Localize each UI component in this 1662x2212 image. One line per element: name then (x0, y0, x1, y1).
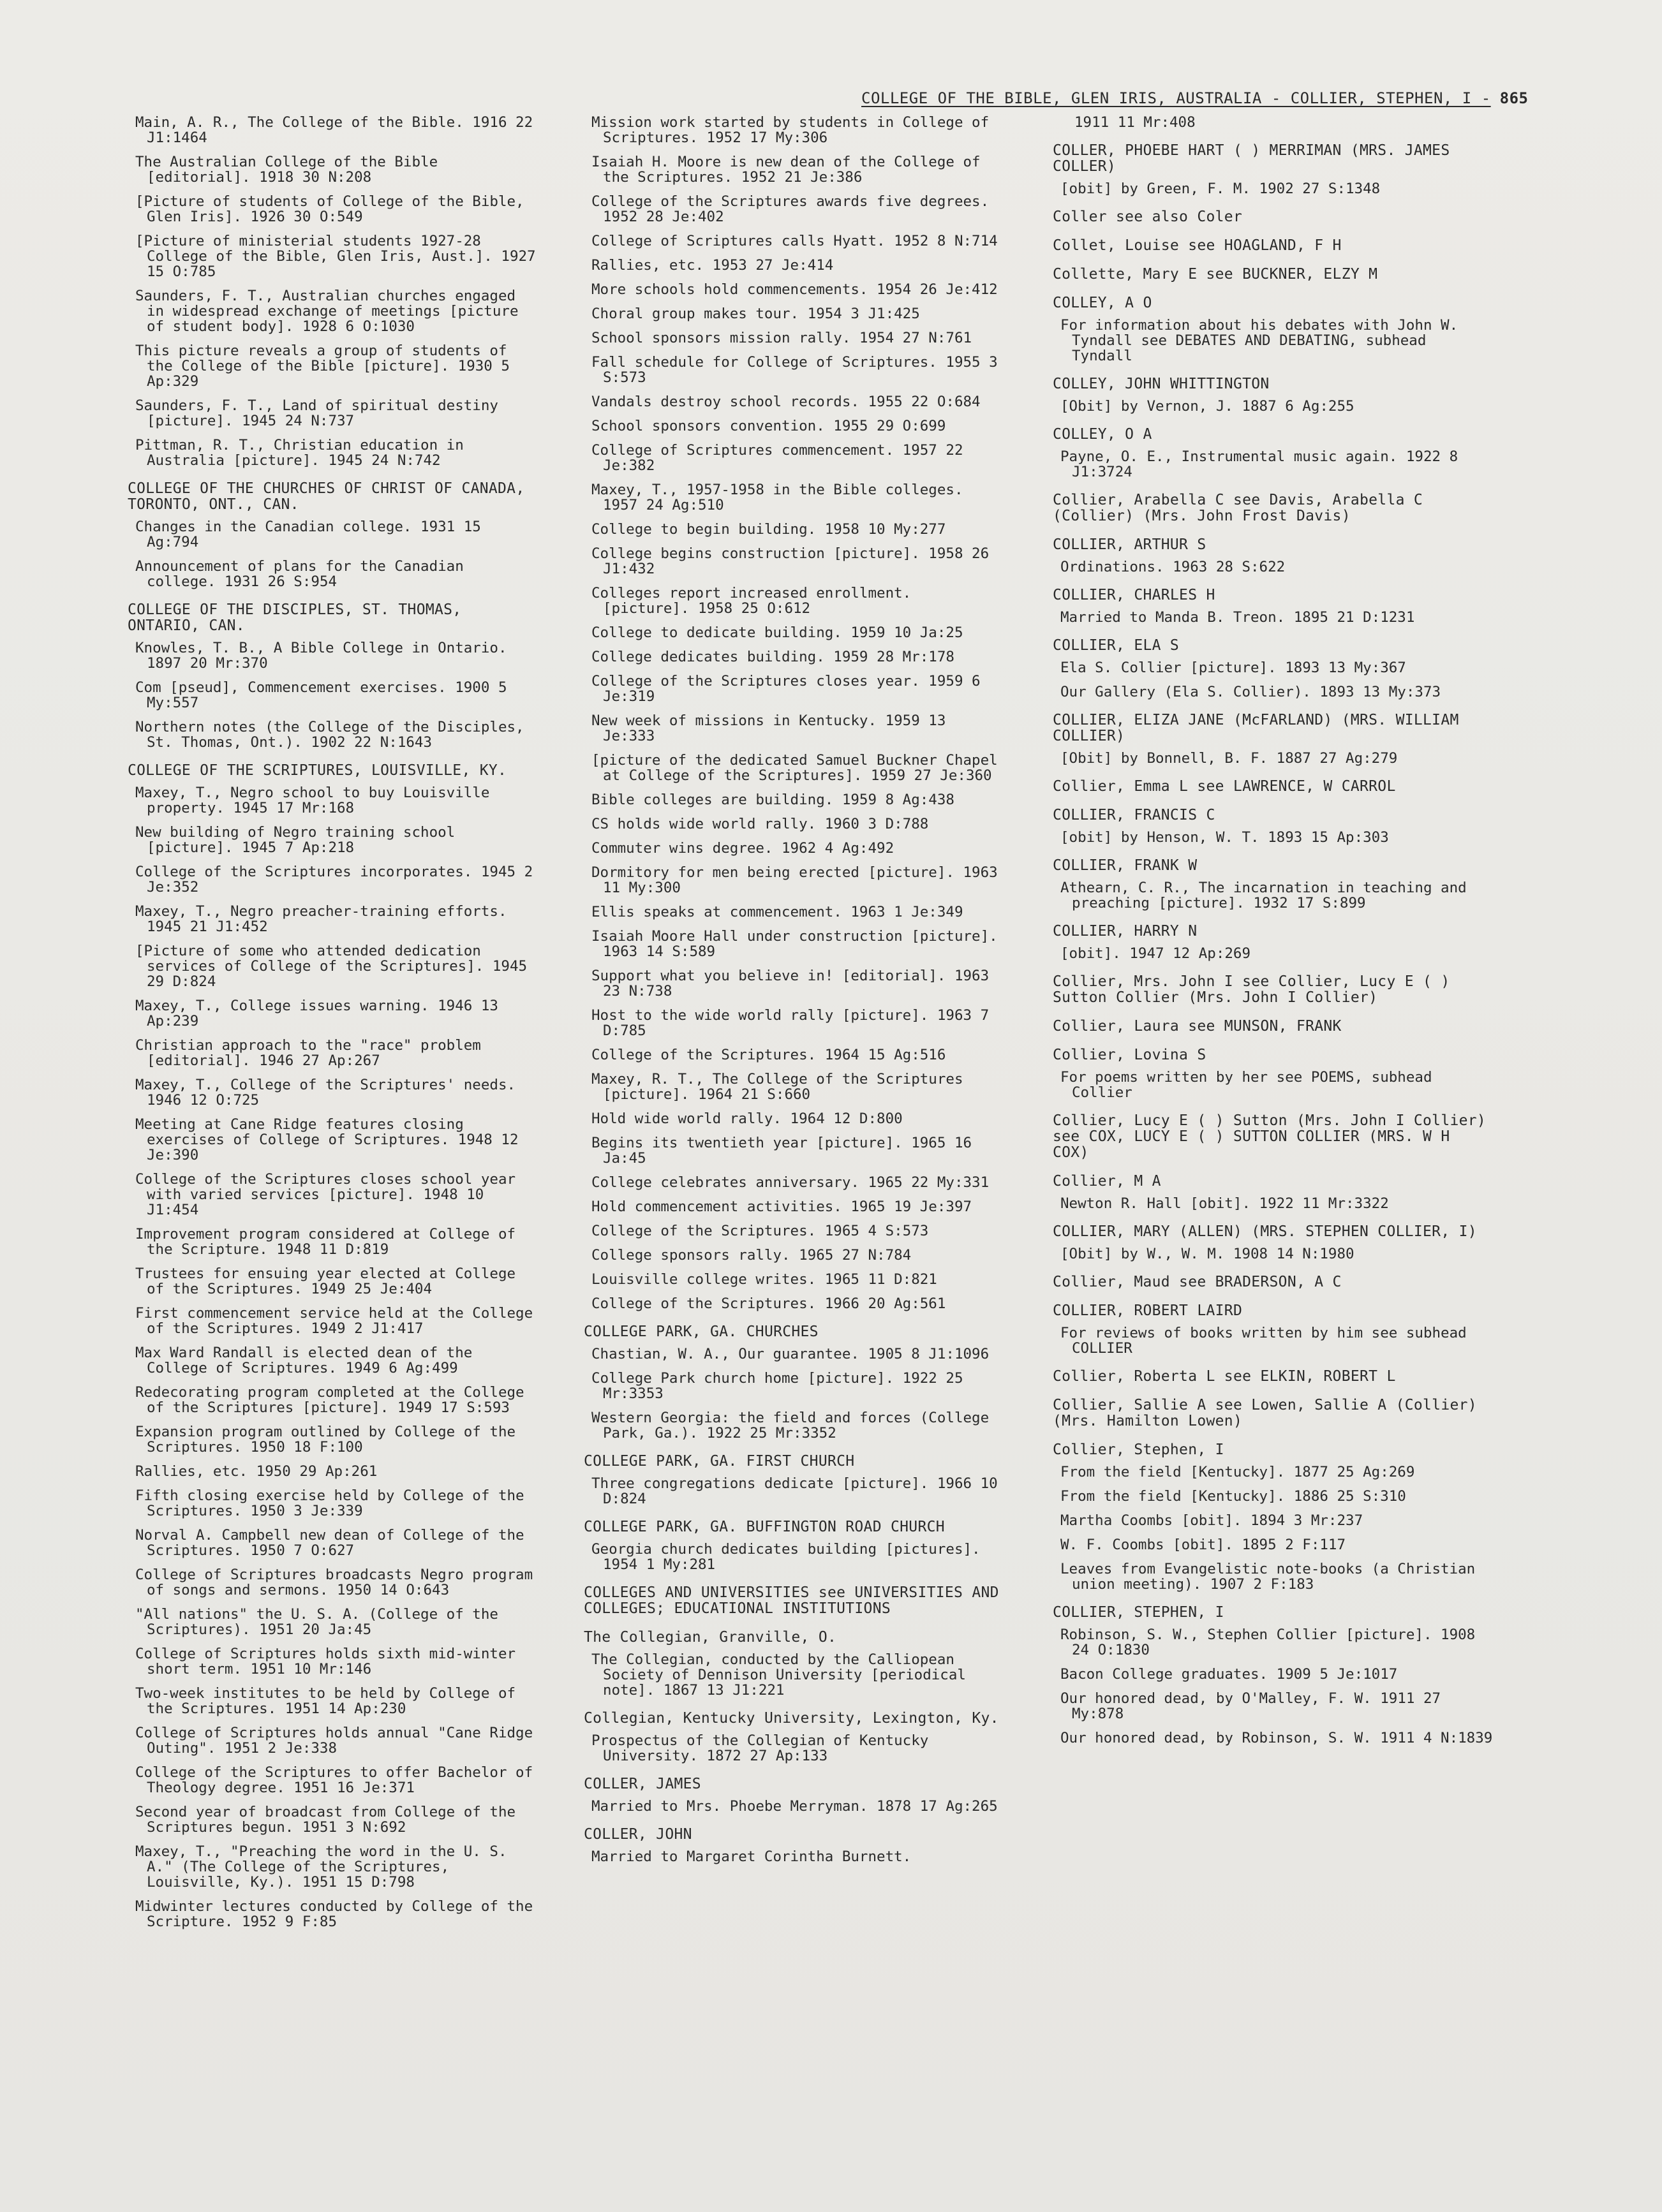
index-heading: COLLIER, HARRY N (1053, 923, 1198, 940)
index-entry: College of Scriptures commencement. 1957 22 Je:382 (591, 442, 963, 474)
index-entry: More schools hold commencements. 1954 26 Je:412 (591, 281, 998, 298)
index-entry: Max Ward Randall is elected dean of the College of Scriptures. 1949 6 Ag:499 (135, 1345, 473, 1376)
index-entry: Dormitory for men being erected [picture]. 1963 11 My:300 (591, 864, 998, 896)
index-entry: College celebrates anniversary. 1965 22 My:331 (591, 1174, 990, 1191)
index-entry: Announcement of plans for the Canadian college. 1931 26 S:954 (135, 558, 464, 590)
index-entry: New week of missions in Kentucky. 1959 13 Je:333 (591, 712, 946, 744)
index-entry: Support what you believe in! [editorial]. 1963 23 N:738 (591, 968, 990, 999)
index-entry: College begins construction [picture]. 1958 26 J1:432 (591, 545, 990, 577)
index-entry: School sponsors mission rally. 1954 27 N:761 (591, 330, 972, 346)
index-entry: Ordinations. 1963 28 S:622 (1060, 559, 1286, 575)
index-entry: Ela S. Collier [picture]. 1893 13 My:367 (1060, 660, 1406, 676)
index-heading: COLLEY, A O (1053, 295, 1152, 311)
index-heading: COLLIER, FRANK W (1053, 857, 1198, 874)
index-entry: College to begin building. 1958 10 My:277 (591, 521, 946, 538)
index-entry: Maxey, T., Negro preacher-training efforts. 1945 21 J1:452 (135, 903, 507, 935)
running-head (861, 89, 1529, 107)
index-entry: 1911 11 Mr:408 (1074, 114, 1196, 131)
index-entry: Leaves from Evangelistic note-books (a Christian union meeting). 1907 2 F:183 (1060, 1561, 1476, 1593)
index-entry: Fifth closing exercise held by College of the Scriptures. 1950 3 Je:339 (135, 1487, 524, 1519)
index-entry: Northern notes (the College of the Disciples, St. Thomas, Ont.). 1902 22 N:1643 (135, 719, 524, 751)
index-heading: Collegian, Kentucky University, Lexington, Ky. (584, 1710, 999, 1727)
index-heading: COLLEGE PARK, GA. FIRST CHURCH (584, 1453, 855, 1470)
index-entry: Christian approach to the "race" problem [editorial]. 1946 27 Ap:267 (135, 1037, 481, 1069)
index-entry: Knowles, T. B., A Bible College in Ontario. 1897 20 Mr:370 (135, 640, 507, 672)
index-entry: The Australian College of the Bible [editorial]. 1918 30 N:208 (135, 154, 438, 186)
index-entry: Host to the wide world rally [picture]. 1963 7 D:785 (591, 1007, 990, 1039)
index-entry: College of the Scriptures closes year. 1959 6 Je:319 (591, 673, 981, 705)
index-heading: COLLIER, ROBERT LAIRD (1053, 1302, 1243, 1319)
index-heading: Collier, Emma L see LAWRENCE, W CARROL (1053, 778, 1396, 795)
index-entry: Choral group makes tour. 1954 3 J1:425 (591, 306, 920, 322)
index-entry: [Picture of students of College of the Bible, Glen Iris]. 1926 30 O:549 (135, 193, 524, 225)
index-entry: From the field [Kentucky]. 1877 25 Ag:269 (1060, 1464, 1415, 1480)
index-entry: College of the Scriptures closes school year with varied services [picture]. 1948 10 J1:454 (135, 1171, 516, 1218)
index-entry: Chastian, W. A., Our guarantee. 1905 8 J1:1096 (591, 1346, 990, 1362)
index-heading: COLLEY, JOHN WHITTINGTON (1053, 376, 1270, 392)
running-head-text: COLLEGE OF THE BIBLE, GLEN IRIS, AUSTRALIA - COLLIER, STEPHEN, I - (861, 89, 1491, 107)
index-heading: Collier, Sallie A see Lowen, Sallie A (Collier) (Mrs. Hamilton Lowen) (1053, 1397, 1477, 1429)
index-entry: Improvement program considered at College of the Scripture. 1948 11 D:819 (135, 1226, 516, 1258)
index-entry: For poems written by her see POEMS, subhead Collier (1060, 1069, 1432, 1101)
index-entry: Hold commencement activities. 1965 19 Je:397 (591, 1198, 972, 1215)
index-entry: Mission work started by students in College of Scriptures. 1952 17 My:306 (591, 114, 990, 146)
index-entry: Two-week institutes to be held by College of the Scriptures. 1951 14 Ap:230 (135, 1685, 516, 1717)
index-entry: Married to Margaret Corintha Burnett. (591, 1848, 912, 1865)
index-entry: College of Scriptures broadcasts Negro program of songs and sermons. 1950 14 O:643 (135, 1567, 533, 1598)
index-entry: College to dedicate building. 1959 10 Ja:25 (591, 624, 963, 641)
index-heading: COLLIER, STEPHEN, I (1053, 1604, 1224, 1621)
index-entry: School sponsors convention. 1955 29 O:699 (591, 418, 946, 434)
index-entry: Payne, O. E., Instrumental music again. 1922 8 J1:3724 (1060, 448, 1458, 480)
index-entry: College of the Scriptures to offer Bachelor of Theology degree. 1951 16 Je:371 (135, 1764, 533, 1796)
index-entry: College of the Scriptures. 1966 20 Ag:561 (591, 1295, 946, 1312)
index-entry: Married to Manda B. Treon. 1895 21 D:1231 (1060, 609, 1415, 626)
index-heading: COLLEGE PARK, GA. CHURCHES (584, 1324, 819, 1340)
index-column-2 (584, 115, 1005, 1873)
index-heading: COLLER, JAMES (584, 1776, 701, 1792)
index-heading: COLLIER, ARTHUR S (1053, 536, 1206, 553)
index-heading: Collier, M A (1053, 1173, 1161, 1190)
index-entry: [Obit] by Bonnell, B. F. 1887 27 Ag:279 (1060, 750, 1398, 767)
index-entry: Commuter wins degree. 1962 4 Ag:492 (591, 840, 894, 857)
index-heading: Collet, Louise see HOAGLAND, F H (1053, 237, 1342, 254)
index-entry: Married to Mrs. Phoebe Merryman. 1878 17 Ag:265 (591, 1798, 998, 1815)
index-entry: Athearn, C. R., The incarnation in teaching and preaching [picture]. 1932 17 S:899 (1060, 880, 1467, 911)
index-entry: Three congregations dedicate [picture]. 1966 10 D:824 (591, 1475, 998, 1507)
index-entry: Changes in the Canadian college. 1931 15 Ag:794 (135, 519, 481, 550)
index-entry: Begins its twentieth year [picture]. 1965 16 Ja:45 (591, 1135, 972, 1167)
index-heading: COLLEGE OF THE SCRIPTURES, LOUISVILLE, KY. (128, 762, 507, 779)
index-entry: From the field [Kentucky]. 1886 25 S:310 (1060, 1488, 1406, 1505)
index-entry: Com [pseud], Commencement exercises. 1900 5 My:557 (135, 679, 507, 711)
index-entry: Western Georgia: the field and forces (College Park, Ga.). 1922 25 Mr:3352 (591, 1410, 990, 1441)
index-heading: The Collegian, Granville, O. (584, 1629, 837, 1646)
index-entry: Fall schedule for College of Scriptures. 1955 3 S:573 (591, 354, 998, 386)
index-entry: Bacon College graduates. 1909 5 Je:1017 (1060, 1666, 1398, 1683)
index-entry: Colleges report increased enrollment. [picture]. 1958 25 O:612 (591, 585, 912, 617)
index-entry: College of the Scriptures awards five degrees. 1952 28 Je:402 (591, 193, 990, 225)
index-entry: Norval A. Campbell new dean of College of the Scriptures. 1950 7 O:627 (135, 1527, 524, 1559)
index-entry: Prospectus of the Collegian of Kentucky University. 1872 27 Ap:133 (591, 1732, 929, 1764)
index-entry: Bible colleges are building. 1959 8 Ag:438 (591, 792, 954, 808)
index-entry: Maxey, T., College of the Scriptures' needs. 1946 12 O:725 (135, 1077, 516, 1109)
index-entry: Our Gallery (Ela S. Collier). 1893 13 My:373 (1060, 684, 1441, 700)
index-entry: College of the Scriptures incorporates. 1945 2 Je:352 (135, 864, 533, 896)
index-column-3 (1053, 115, 1493, 1755)
index-entry: Meeting at Cane Ridge features closing exercises of College of Scriptures. 1948 12 Je:390 (135, 1116, 519, 1163)
index-entry: Saunders, F. T., Australian churches engaged in widespread exchange of meetings [picture of student body]. 1928 6 O:1030 (135, 288, 519, 335)
index-entry: New building of Negro training school [picture]. 1945 7 Ap:218 (135, 824, 456, 856)
index-entry: Vandals destroy school records. 1955 22 O:684 (591, 394, 981, 410)
index-heading: COLLEGE OF THE DISCIPLES, ST. THOMAS, ONTARIO, CAN. (128, 601, 462, 634)
index-entry: For information about his debates with John W. Tyndall see DEBATES AND DEBATING, subhead Tyndall (1060, 317, 1458, 364)
index-entry: Our honored dead, by O'Malley, F. W. 1911 27 My:878 (1060, 1690, 1441, 1722)
index-entry: Main, A. R., The College of the Bible. 1916 22 J1:1464 (135, 114, 533, 146)
index-entry: College of the Scriptures. 1964 15 Ag:516 (591, 1047, 946, 1063)
index-heading: COLLEGE OF THE CHURCHES OF CHRIST OF CANADA, TORONTO, ONT., CAN. (128, 480, 525, 513)
index-column-1 (128, 115, 536, 1938)
index-heading: COLLER, JOHN (584, 1826, 692, 1843)
page-number: 865 (1499, 89, 1529, 107)
index-entry: [picture of the dedicated Samuel Buckner Chapel at College of the Scriptures]. 1959 27 Je:360 (591, 752, 998, 784)
index-entry: Newton R. Hall [obit]. 1922 11 Mr:3322 (1060, 1195, 1389, 1212)
index-entry: Rallies, etc. 1953 27 Je:414 (591, 257, 834, 274)
index-entry: Maxey, R. T., The College of the Scriptures [picture]. 1964 21 S:660 (591, 1071, 963, 1103)
index-entry: College Park church home [picture]. 1922 25 Mr:3353 (591, 1370, 963, 1402)
index-heading: COLLEGES AND UNIVERSITIES see UNIVERSITIES AND COLLEGES; EDUCATIONAL INSTITUTIONS (584, 1584, 999, 1617)
index-heading: Collier, Mrs. John I see Collier, Lucy E ( ) Sutton Collier (Mrs. John I Collier) (1053, 973, 1450, 1006)
index-entry: "All nations" the U. S. A. (College of the Scriptures). 1951 20 Ja:45 (135, 1606, 498, 1638)
index-entry: Second year of broadcast from College of the Scriptures begun. 1951 3 N:692 (135, 1804, 516, 1836)
index-entry: Our honored dead, by Robinson, S. W. 1911 4 N:1839 (1060, 1730, 1493, 1746)
index-entry: Maxey, T., College issues warning. 1946 13 Ap:239 (135, 998, 498, 1029)
index-entry: [Obit] by Vernon, J. 1887 6 Ag:255 (1060, 398, 1354, 415)
index-heading: COLLIER, ELA S (1053, 637, 1180, 654)
index-heading: COLLIER, CHARLES H (1053, 587, 1215, 603)
index-heading: Collier, Roberta L see ELKIN, ROBERT L (1053, 1368, 1396, 1385)
index-heading: COLLIER, FRANCIS C (1053, 807, 1215, 823)
index-heading: COLLEY, O A (1053, 426, 1152, 443)
index-heading: Collette, Mary E see BUCKNER, ELZY M (1053, 266, 1378, 283)
index-entry: Georgia church dedicates building [pictures]. 1954 1 My:281 (591, 1541, 981, 1573)
index-entry: Trustees for ensuing year elected at College of the Scriptures. 1949 25 Je:404 (135, 1265, 516, 1297)
index-heading: Coller see also Coler (1053, 209, 1243, 225)
index-entry: [obit] by Green, F. M. 1902 27 S:1348 (1060, 181, 1381, 197)
index-heading: COLLER, PHOEBE HART ( ) MERRIMAN (MRS. JAMES COLLER) (1053, 142, 1450, 175)
index-heading: COLLIER, MARY (ALLEN) (MRS. STEPHEN COLLIER, I) (1053, 1223, 1477, 1240)
index-entry: First commencement service held at the College of the Scriptures. 1949 2 J1:417 (135, 1305, 533, 1337)
index-heading: Collier, Stephen, I (1053, 1441, 1224, 1458)
index-entry: Expansion program outlined by College of the Scriptures. 1950 18 F:100 (135, 1424, 516, 1456)
index-entry: Hold wide world rally. 1964 12 D:800 (591, 1110, 903, 1127)
index-entry: [obit] by Henson, W. T. 1893 15 Ap:303 (1060, 829, 1389, 846)
index-entry: Saunders, F. T., Land of spiritual destiny [picture]. 1945 24 N:737 (135, 397, 498, 429)
index-entry: Martha Coombs [obit]. 1894 3 Mr:237 (1060, 1512, 1363, 1529)
index-heading: COLLIER, ELIZA JANE (McFARLAND) (MRS. WILLIAM COLLIER) (1053, 712, 1459, 744)
index-entry: W. F. Coombs [obit]. 1895 2 F:117 (1060, 1537, 1346, 1553)
index-entry: College of Scriptures calls Hyatt. 1952 8 N:714 (591, 233, 998, 249)
index-entry: College of the Scriptures. 1965 4 S:573 (591, 1223, 929, 1239)
index-entry: Louisville college writes. 1965 11 D:821 (591, 1271, 937, 1288)
index-heading: Collier, Lovina S (1053, 1047, 1206, 1063)
index-entry: College of Scriptures holds sixth mid-winter short term. 1951 10 Mr:146 (135, 1646, 516, 1677)
index-entry: College dedicates building. 1959 28 Mr:178 (591, 649, 954, 665)
index-entry: [obit]. 1947 12 Ap:269 (1060, 945, 1251, 962)
index-entry: Isaiah Moore Hall under construction [picture]. 1963 14 S:589 (591, 928, 998, 960)
index-entry: Maxey, T., "Preaching the word in the U. S. A." (The College of the Scriptures, Louisville, Ky.). 1951 15 D:798 (135, 1843, 507, 1891)
index-entry: [Picture of some who attended dedication services of College of the Scriptures]. 1945 29 D:824 (135, 943, 528, 990)
index-heading: COLLEGE PARK, GA. BUFFINGTON ROAD CHURCH (584, 1519, 945, 1535)
index-entry: Midwinter lectures conducted by College of the Scripture. 1952 9 F:85 (135, 1898, 533, 1930)
index-entry: CS holds wide world rally. 1960 3 D:788 (591, 816, 929, 832)
index-entry: Maxey, T., Negro school to buy Louisville property. 1945 17 Mr:168 (135, 785, 490, 816)
index-entry: Isaiah H. Moore is new dean of the College of the Scriptures. 1952 21 Je:386 (591, 154, 981, 186)
index-entry: Rallies, etc. 1950 29 Ap:261 (135, 1463, 378, 1480)
index-entry: [Picture of ministerial students 1927-28 College of the Bible, Glen Iris, Aust.]. 1927 15 O:785 (135, 233, 536, 280)
index-heading: Collier, Lucy E ( ) Sutton (Mrs. John I Collier) see COX, LUCY E ( ) SUTTON COLLIER (MRS. W H COX) (1053, 1112, 1487, 1161)
index-entry: The Collegian, conducted by the Calliopean Society of Dennison University [periodical note]. 1867 13 J1:221 (591, 1651, 966, 1699)
index-entry: For reviews of books written by him see subhead COLLIER (1060, 1325, 1467, 1357)
index-entry: Redecorating program completed at the College of the Scriptures [picture]. 1949 17 S:593 (135, 1384, 524, 1416)
index-entry: Pittman, R. T., Christian education in Australia [picture]. 1945 24 N:742 (135, 437, 464, 469)
index-heading: Collier, Laura see MUNSON, FRANK (1053, 1018, 1342, 1035)
index-entry: Robinson, S. W., Stephen Collier [picture]. 1908 24 O:1830 (1060, 1626, 1476, 1658)
index-entry: [Obit] by W., W. M. 1908 14 N:1980 (1060, 1246, 1354, 1262)
index-entry: Ellis speaks at commencement. 1963 1 Je:349 (591, 904, 963, 920)
index-entry: College sponsors rally. 1965 27 N:784 (591, 1247, 912, 1264)
index-entry: Maxey, T., 1957-1958 in the Bible colleges. 1957 24 Ag:510 (591, 482, 963, 513)
index-entry: College of Scriptures holds annual "Cane Ridge Outing". 1951 2 Je:338 (135, 1725, 533, 1757)
index-heading: Collier, Maud see BRADERSON, A C (1053, 1274, 1342, 1290)
index-entry: This picture reveals a group of students of the College of the Bible [picture]. 1930 5 Ap:329 (135, 343, 510, 390)
index-heading: Collier, Arabella C see Davis, Arabella C (Collier) (Mrs. John Frost Davis) (1053, 492, 1423, 524)
